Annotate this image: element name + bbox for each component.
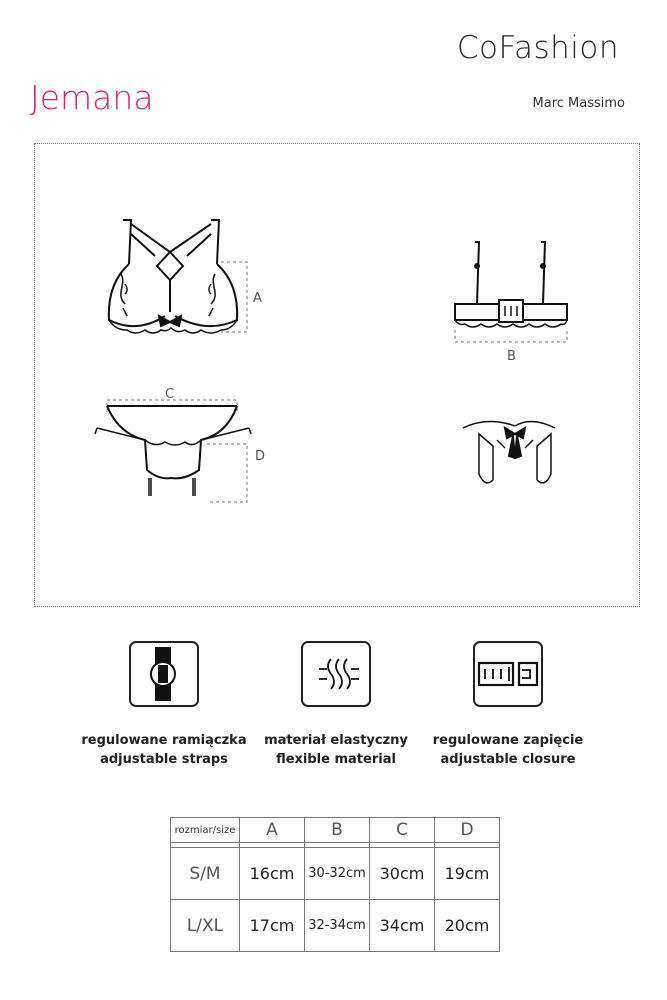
hook-closure-icon (473, 641, 543, 707)
bra-back-drawing (455, 242, 567, 327)
feature-flexible-material (236, 641, 436, 767)
bra-front-drawing (109, 220, 237, 333)
value-cell: 30cm (370, 848, 435, 900)
model-name: Jemana (30, 78, 154, 117)
size-table-header (171, 818, 500, 843)
feature-label-pl: regulowane ramiączka (81, 733, 247, 748)
size-header-cell: C (370, 818, 435, 843)
value-cell: 19cm (435, 848, 500, 900)
value-cell: 17cm (240, 900, 305, 952)
feature-label-en: flexible material (276, 752, 396, 767)
size-table (170, 817, 500, 952)
feature-adjustable-straps (64, 641, 264, 767)
size-header-cell: A (240, 818, 305, 843)
product-drawing-frame (34, 143, 640, 607)
brand-name: CoFashion (456, 30, 619, 66)
feature-label-en: adjustable straps (100, 752, 228, 767)
value-cell: 20cm (435, 900, 500, 952)
feature-label-en: adjustable closure (440, 752, 576, 767)
dimension-c-label: C (165, 387, 175, 402)
value-cell: 30-32cm (305, 848, 370, 900)
elastic-material-icon (301, 641, 371, 707)
dimension-b-label: B (507, 349, 516, 364)
size-cell: S/M (171, 848, 240, 900)
value-cell: 34cm (370, 900, 435, 952)
panty-back-drawing (463, 421, 555, 482)
designer-name: Marc Massimo (532, 96, 625, 111)
table-row (171, 848, 500, 900)
value-cell: 16cm (240, 848, 305, 900)
feature-adjustable-closure (408, 641, 608, 767)
product-drawings (35, 144, 641, 608)
table-row (171, 900, 500, 952)
dimension-d-guide (207, 444, 247, 502)
feature-label-pl: materiał elastyczny (264, 733, 408, 748)
value-cell: 32-34cm (305, 900, 370, 952)
size-header-cell: D (435, 818, 500, 843)
feature-label-pl: regulowane zapięcie (432, 733, 584, 748)
dimension-a-label: A (253, 291, 262, 306)
size-header-cell: B (305, 818, 370, 843)
size-header-cell: rozmiar/size (171, 818, 240, 843)
dimension-d-label: D (255, 449, 266, 464)
size-cell: L/XL (171, 900, 240, 952)
dimension-b-guide (455, 330, 567, 342)
panty-front-drawing (95, 406, 251, 496)
strap-icon (129, 641, 199, 707)
